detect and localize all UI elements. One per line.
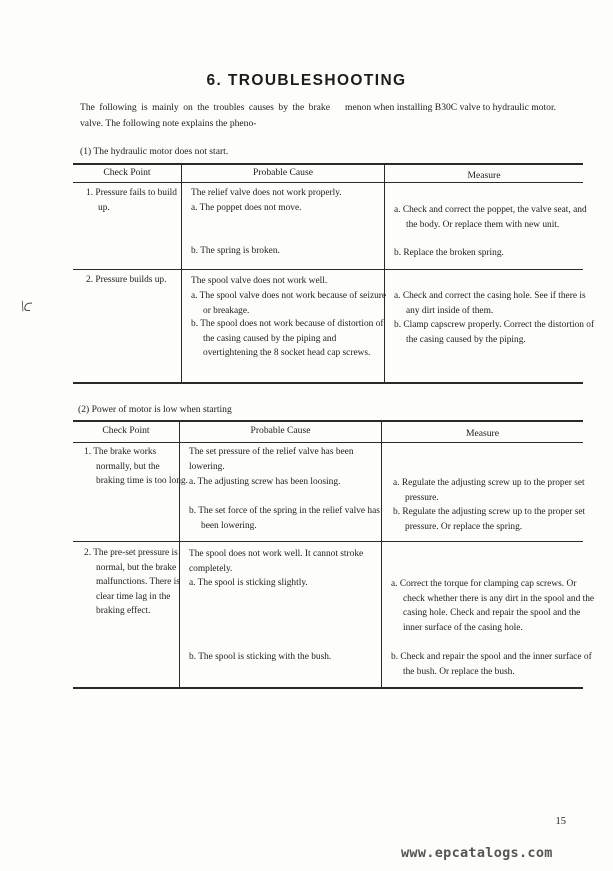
table2-row1-cause-b: b. The set force of the spring in the relief valve has been lowering.: [189, 506, 380, 531]
table2-caption: (2) Power of motor is low when starting: [78, 404, 232, 415]
intro-text-left: The following is mainly on the troubles causes by the brake valve. The following note explains the pheno-: [80, 102, 330, 129]
table1-row2-measure-a: a. Check and correct the casing hole. See if there is any dirt inside of them.: [394, 291, 586, 316]
table1-header-measure: Measure: [467, 170, 501, 181]
section-title: 6. TROUBLESHOOTING: [206, 72, 407, 89]
table1-row2-cause-a: a. The spool valve does not work because of seizure or breakage.: [191, 291, 387, 316]
table2-header-measure: Measure: [465, 428, 500, 439]
table1-row2-check-point: 2. Pressure builds up.: [86, 275, 167, 285]
table1-row1-cause-intro: The relief valve does not work properly.: [191, 188, 342, 198]
table1-header-check-point: Check Point: [103, 167, 151, 178]
table1-header-probable-cause: Probable Cause: [253, 167, 313, 178]
table2-row1-cause-intro: The set pressure of the relief valve has been lowering.: [189, 447, 354, 472]
table1-row1-cause-b: b. The spring is broken.: [191, 246, 280, 256]
table2-row2-cause-a: a. The spool is sticking slightly.: [189, 578, 308, 588]
table1-row2-measure-b: b. Clamp capscrew properly. Correct the distortion of the casing caused by the piping.: [394, 320, 595, 345]
table2-row1-check-point: 1. The brake works normally, but the braking time is too long.: [84, 447, 188, 487]
table2-row2-measure-a: a. Correct the torque for clamping cap screws. Or check whether there is any dirt in the spool and the casing hole. Check and repair the spool and the inner surface of the casing hole.: [391, 579, 595, 633]
table2-row1-cause-a: a. The adjusting screw has been loosing.: [189, 477, 341, 487]
table1-row1-measure-a: a. Check and correct the poppet, the valve seat, and the body. Or replace them with new unit.: [394, 205, 587, 230]
table2-row1-measure-a: a. Regulate the adjusting screw up to the proper set pressure.: [393, 478, 585, 503]
page-number: 15: [555, 816, 566, 827]
table2-row2-check-point: 2. The pre-set pressure is normal, but the brake malfunctions. There is clear time lag in the braking effect.: [84, 548, 180, 617]
table2-row2-cause-b: b. The spool is sticking with the bush.: [189, 652, 332, 662]
table1-row2-cause-intro: The spool valve does not work well.: [191, 276, 328, 286]
table2-row2-cause-intro: The spool does not work well. It cannot stroke completely.: [189, 549, 364, 574]
table2-header-check-point: Check Point: [102, 425, 150, 436]
margin-mark: ⟈: [19, 300, 31, 315]
table1-row1-measure-b: b. Replace the broken spring.: [394, 248, 504, 258]
table2-row2-measure-b: b. Check and repair the spool and the inner surface of the bush. Or replace the bush.: [391, 652, 592, 677]
watermark-link[interactable]: www.epcatalogs.com: [401, 845, 553, 861]
table1-row1-cause-a: a. The poppet does not move.: [191, 203, 302, 213]
table1-row2-cause-b: b. The spool does not work because of distortion of the casing caused by the piping and overtightening the 8 socket head cap screws.: [191, 319, 384, 359]
table1-caption: (1) The hydraulic motor does not start.: [80, 146, 229, 157]
table1-row1-check-point: 1. Pressure fails to build up.: [86, 188, 177, 213]
table2-header-probable-cause: Probable Cause: [250, 425, 311, 436]
table2-row1-measure-b: b. Regulate the adjusting screw up to the proper set pressure. Or replace the spring.: [393, 507, 586, 532]
intro-text-right: menon when installing B30C valve to hydraulic motor.: [345, 102, 557, 113]
